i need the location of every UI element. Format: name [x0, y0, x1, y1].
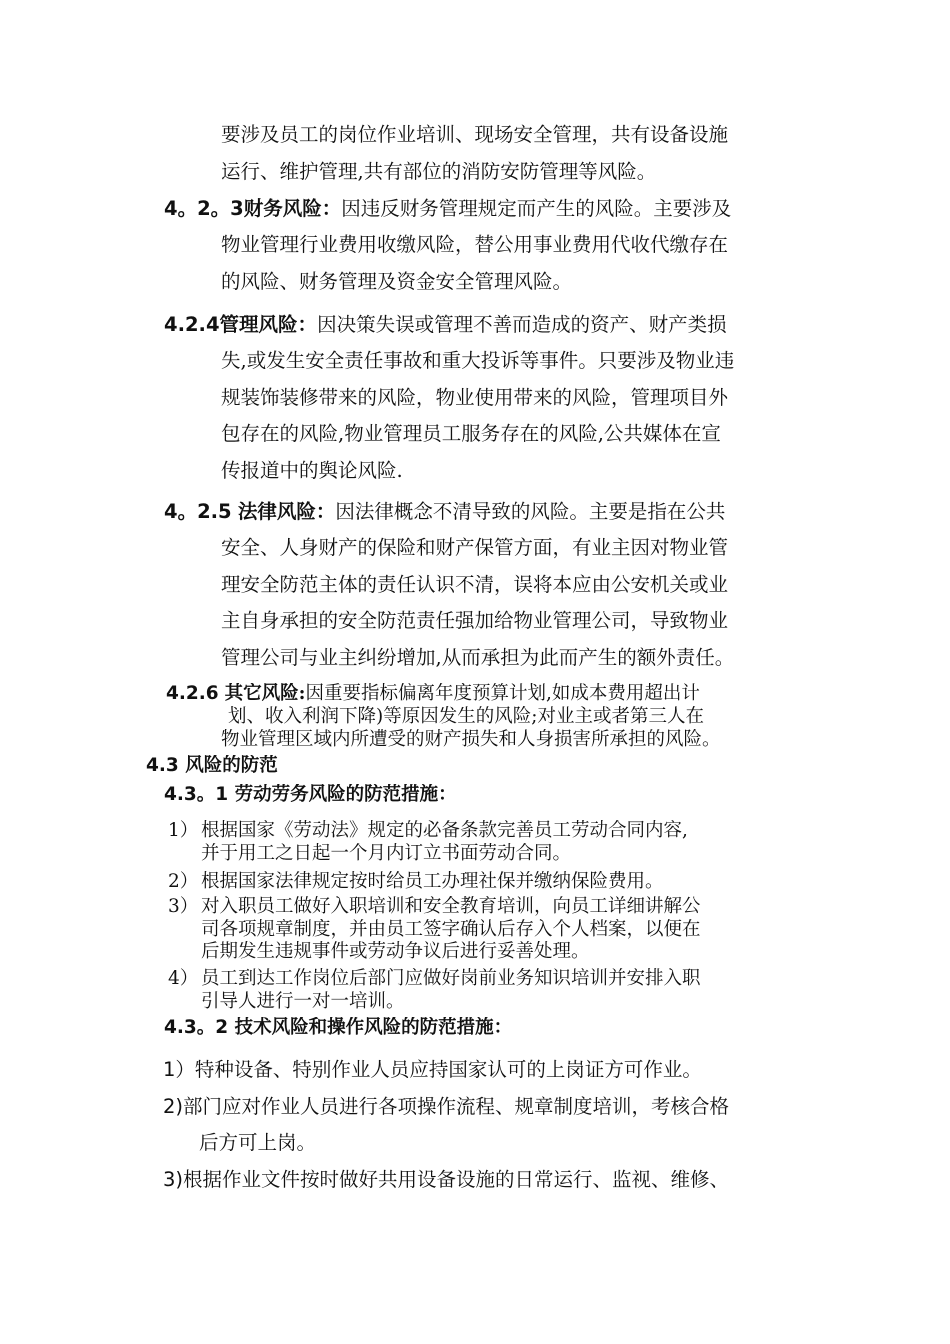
list-marker: 2)	[163, 1095, 184, 1118]
title-colon: ：	[321, 197, 342, 220]
list-item	[163, 1089, 729, 1126]
section-4-2-5-first-line	[164, 494, 725, 531]
list-marker: 4）	[168, 968, 199, 989]
section-4-2-2-continuation	[221, 117, 728, 190]
paragraph-line: 主自身承担的安全防范责任强加给物业管理公司，导致物业	[221, 609, 729, 632]
list-marker: 3)	[163, 1168, 184, 1191]
list-marker: 1）	[163, 1058, 195, 1081]
section-4-2-5-body	[221, 530, 734, 676]
paragraph-line: 规装饰装修带来的风险，物业使用带来的风险，管理项目外	[221, 385, 729, 409]
section-4-2-3-body	[221, 227, 728, 300]
section-4-3-2-heading	[164, 1017, 512, 1040]
section-number: 4.2.6	[166, 683, 219, 704]
paragraph-text: 因法律概念不清导致的风险。主要是指在公共	[335, 500, 726, 523]
paragraph-line: 要涉及员工的岗位作业培训、现场安全管理，共有设备设施	[221, 123, 729, 146]
section-4-2-4-first-line	[164, 307, 727, 344]
section-4-2-6-body-line1	[228, 706, 704, 729]
list-item-line: 后期发生违规事件或劳动争议后进行妥善处理。	[201, 941, 590, 962]
section-number: 4.3。2	[164, 1017, 229, 1038]
paragraph-line: 物业管理区域内所遭受的财产损失和人身损害所承担的风险。	[221, 729, 721, 750]
section-title: 劳动劳务风险的防范措施：	[234, 784, 457, 805]
list-item-line: 员工到达工作岗位后部门应做好岗前业务知识培训并安排入职	[201, 968, 701, 989]
paragraph-line: 包存在的风险,物业管理员工服务存在的风险,公共媒体在宣	[221, 422, 721, 445]
list-item-line: 对入职员工做好入职培训和安全教育培训，向员工详细讲解公	[201, 896, 701, 917]
section-title: 其它风险	[224, 683, 299, 704]
section-title: 法律风险	[237, 500, 316, 523]
section-title: 风险的防范	[185, 755, 278, 776]
section-title: 技术风险和操作风险的防范措施：	[234, 1017, 513, 1038]
paragraph-line: 物业管理行业费用收缴风险，替公用事业费用代收代缴存在	[221, 233, 729, 256]
paragraph-line: 划、收入利润下降)等原因发生的风险;对业主或者第三人在	[228, 706, 704, 727]
section-4-2-6-body-line2	[221, 729, 721, 752]
list-item-line: 司各项规章制度，并由员工签字确认后存入个人档案，以便在	[201, 918, 701, 940]
list-item-line: 根据作业文件按时做好共用设备设施的日常运行、监视、维修、	[183, 1168, 730, 1191]
list-item-line: 并于用工之日起一个月内订立书面劳动合同。	[201, 842, 572, 864]
paragraph-text: 因违反财务管理规定而产生的风险。主要涉及	[341, 197, 732, 220]
section-title: 财务风险	[243, 197, 322, 220]
section-number: 4.3。1	[164, 784, 229, 805]
section-4-2-6-first-line	[166, 683, 700, 706]
title-colon: ：	[315, 500, 336, 523]
section-4-2-3-first-line	[164, 191, 731, 228]
title-colon: ：	[297, 313, 318, 336]
list-marker: 1）	[168, 820, 199, 841]
section-number: 4。2。3	[164, 197, 244, 220]
list-item-line: 特种设备、特别作业人员应持国家认可的上岗证方可作业。	[194, 1058, 702, 1081]
section-title: 管理风险	[219, 313, 298, 336]
list-item	[163, 1162, 729, 1199]
paragraph-line: 传报道中的舆论风险.	[221, 458, 403, 482]
paragraph-line: 失,或发生安全责任事故和重大投诉等事件。只要涉及物业违	[221, 349, 735, 372]
paragraph-line: 运行、维护管理,共有部位的消防安防管理等风险。	[221, 159, 657, 183]
title-colon: :	[298, 683, 306, 704]
list-item-line: 根据国家《劳动法》规定的必备条款完善员工劳动合同内容,	[201, 820, 688, 841]
list-item	[163, 1052, 702, 1089]
section-number: 4.3	[146, 755, 179, 776]
list-item-line: 引导人进行一对一培训。	[201, 990, 405, 1012]
paragraph-line: 安全、人身财产的保险和财产保管方面，有业主因对物业管	[221, 536, 729, 559]
list-item-line: 后方可上岗。	[199, 1131, 317, 1154]
paragraph-line: 理安全防范主体的责任认识不清，误将本应由公安机关或业	[221, 572, 729, 596]
section-4-2-4-body	[221, 343, 734, 489]
paragraph-line: 管理公司与业主纠纷增加,从而承担为此而产生的额外责任。	[221, 645, 735, 669]
list-item-continuation	[199, 1125, 316, 1162]
section-number: 4。2.5	[164, 500, 232, 523]
list-marker: 2）	[168, 871, 199, 892]
section-4-3-heading	[146, 755, 278, 778]
list-item-line: 根据国家法律规定按时给员工办理社保并缴纳保险费用。	[201, 871, 664, 892]
paragraph-line: 的风险、财务管理及资金安全管理风险。	[221, 269, 573, 293]
paragraph-text: 因重要指标偏离年度预算计划,如成本费用超出计	[305, 683, 700, 704]
list-item-line: 部门应对作业人员进行各项操作流程、规章制度培训，考核合格	[183, 1095, 730, 1118]
paragraph-text: 因决策失误或管理不善而造成的资产、财产类损	[317, 313, 727, 336]
list-marker: 3）	[168, 896, 199, 917]
section-4-3-1-heading	[164, 784, 457, 807]
section-number: 4.2.4	[164, 313, 220, 336]
